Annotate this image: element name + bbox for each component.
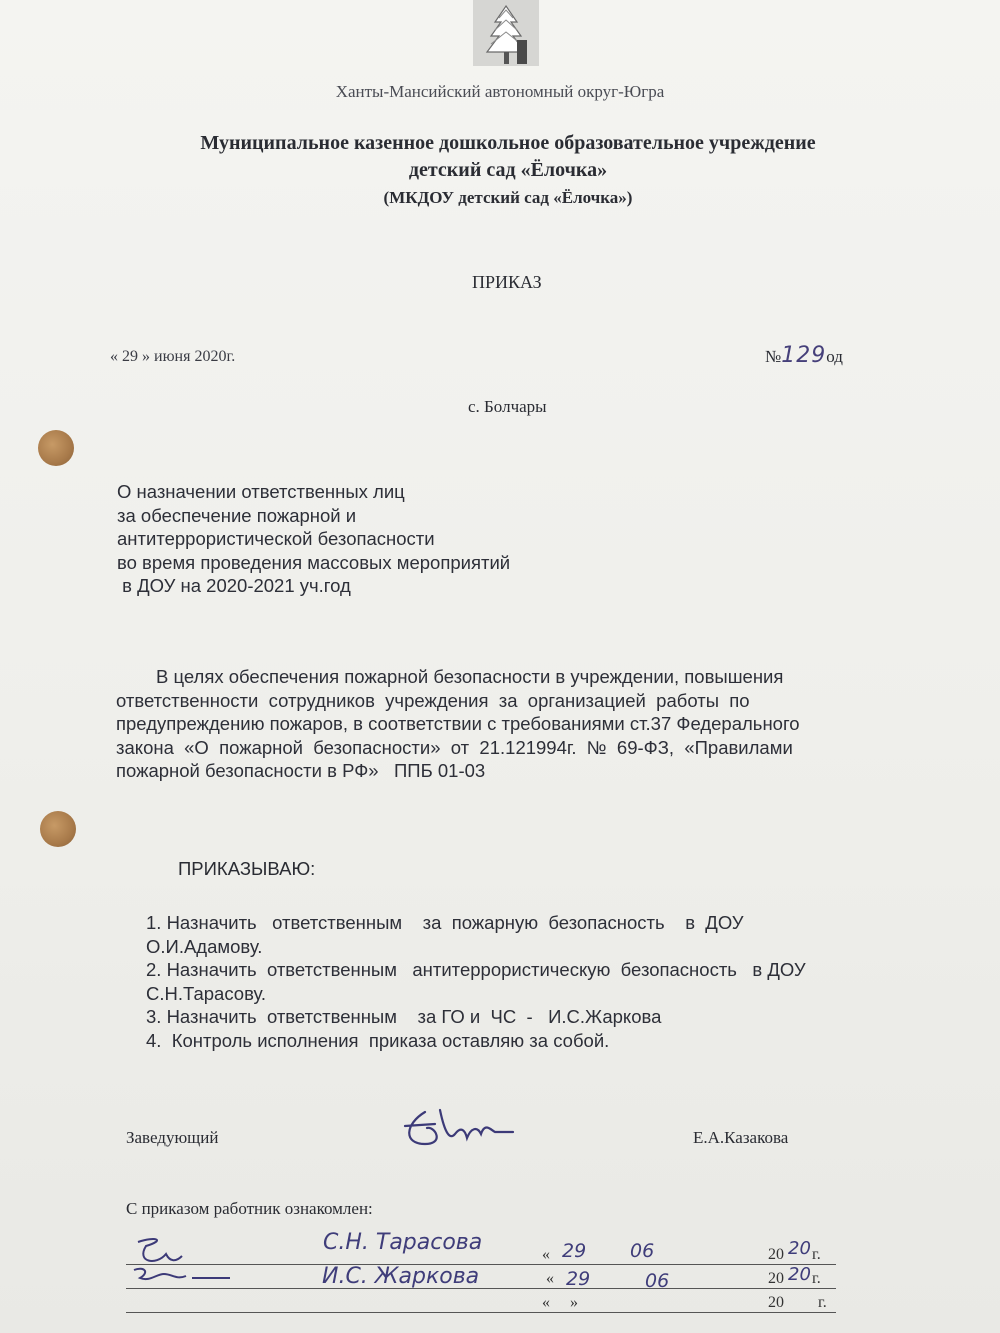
ack-year-prefix: 20 (768, 1246, 784, 1263)
order-item: 2. Назначить ответственным антитеррористическую безопасность в ДОУ (146, 959, 806, 980)
order-place: с. Болчары (468, 397, 547, 416)
order-items (146, 911, 926, 1052)
ack-year-suffix: г. (812, 1270, 821, 1287)
ack-date-open: « (542, 1246, 550, 1263)
signer-name: Е.А.Казакова (693, 1128, 789, 1147)
handwritten-order-number: 129 (781, 343, 827, 368)
spruce-tree-icon (473, 0, 539, 66)
organization-abbreviation: (МКДОУ детский сад «Ёлочка») (383, 188, 633, 207)
punch-hole-top (38, 430, 74, 466)
ack-day-1: 29 (562, 1240, 587, 1262)
ack-month-2: 06 (645, 1270, 670, 1292)
employee-signature-2 (126, 1260, 236, 1294)
punch-hole-bottom (40, 811, 76, 847)
order-item: 3. Назначить ответственным за ГО и ЧС - И.С.Жаркова (146, 1006, 662, 1027)
subject-line: О назначении ответственных лиц (117, 481, 405, 502)
preamble-line: ответственности сотрудников учреждения за организацией работы по (116, 689, 750, 711)
order-date: « 29 » июня 2020г. (110, 348, 236, 365)
number-suffix: од (826, 347, 843, 366)
employee-name-2: И.С. Жаркова (322, 1264, 480, 1289)
number-prefix: № (765, 347, 782, 366)
subject-line: во время проведения массовых мероприятий (117, 551, 511, 573)
director-signature (395, 1104, 535, 1154)
order-subject (117, 480, 510, 598)
ack-year-prefix: 20 (768, 1270, 784, 1287)
ack-year-1: 20 (788, 1238, 811, 1259)
ack-year-2: 20 (788, 1264, 811, 1285)
signer-position: Заведующий (126, 1128, 219, 1147)
region-name: Ханты-Мансийский автономный округ-Югра (335, 82, 665, 101)
order-item: С.Н.Тарасову. (146, 982, 267, 1004)
preamble-paragraph (116, 665, 926, 783)
subject-line: антитеррористической безопасности (117, 528, 435, 549)
ack-date-open: « (546, 1270, 554, 1287)
order-item: 4. Контроль исполнения приказа оставляю за собой. (146, 1029, 610, 1051)
order-item: О.И.Адамову. (146, 935, 263, 957)
emblem (473, 0, 539, 66)
organization-name (0, 130, 1000, 184)
acknowledgement-label: С приказом работник ознакомлен: (126, 1199, 373, 1218)
ack-year-suffix: г. (812, 1246, 821, 1263)
subject-line: за обеспечение пожарной и (117, 504, 357, 526)
ack-day-2: 29 (566, 1268, 591, 1290)
preamble-line: В целях обеспечения пожарной безопасности в учреждении, повышения (156, 666, 784, 687)
preamble-line: пожарной безопасности в РФ» ППБ 01-03 (116, 760, 486, 781)
ack-year-suffix: г. (818, 1294, 827, 1311)
subject-line: в ДОУ на 2020-2021 уч.год (117, 575, 351, 596)
order-directive: ПРИКАЗЫВАЮ: (178, 858, 316, 879)
ack-line (126, 1312, 836, 1313)
organization-name-line2: детский сад «Ёлочка» (408, 159, 608, 181)
ack-month-1: 06 (630, 1240, 655, 1262)
document-title: ПРИКАЗ (472, 272, 542, 292)
order-item: 1. Назначить ответственным за пожарную безопасность в ДОУ (146, 912, 744, 933)
organization-name-line1: Муниципальное казенное дошкольное образовательное учреждение (200, 132, 816, 154)
order-number (765, 343, 843, 368)
preamble-line: закона «О пожарной безопасности» от 21.121994г. № 69-ФЗ, «Правилами (116, 736, 793, 758)
ack-year-prefix: 20 (768, 1294, 784, 1311)
preamble-line: предупреждению пожаров, в соответствии с требованиями ст.37 Федерального (116, 713, 800, 734)
employee-name-1: С.Н. Тарасова (323, 1230, 483, 1255)
ack-date-blank: « » (542, 1294, 578, 1311)
